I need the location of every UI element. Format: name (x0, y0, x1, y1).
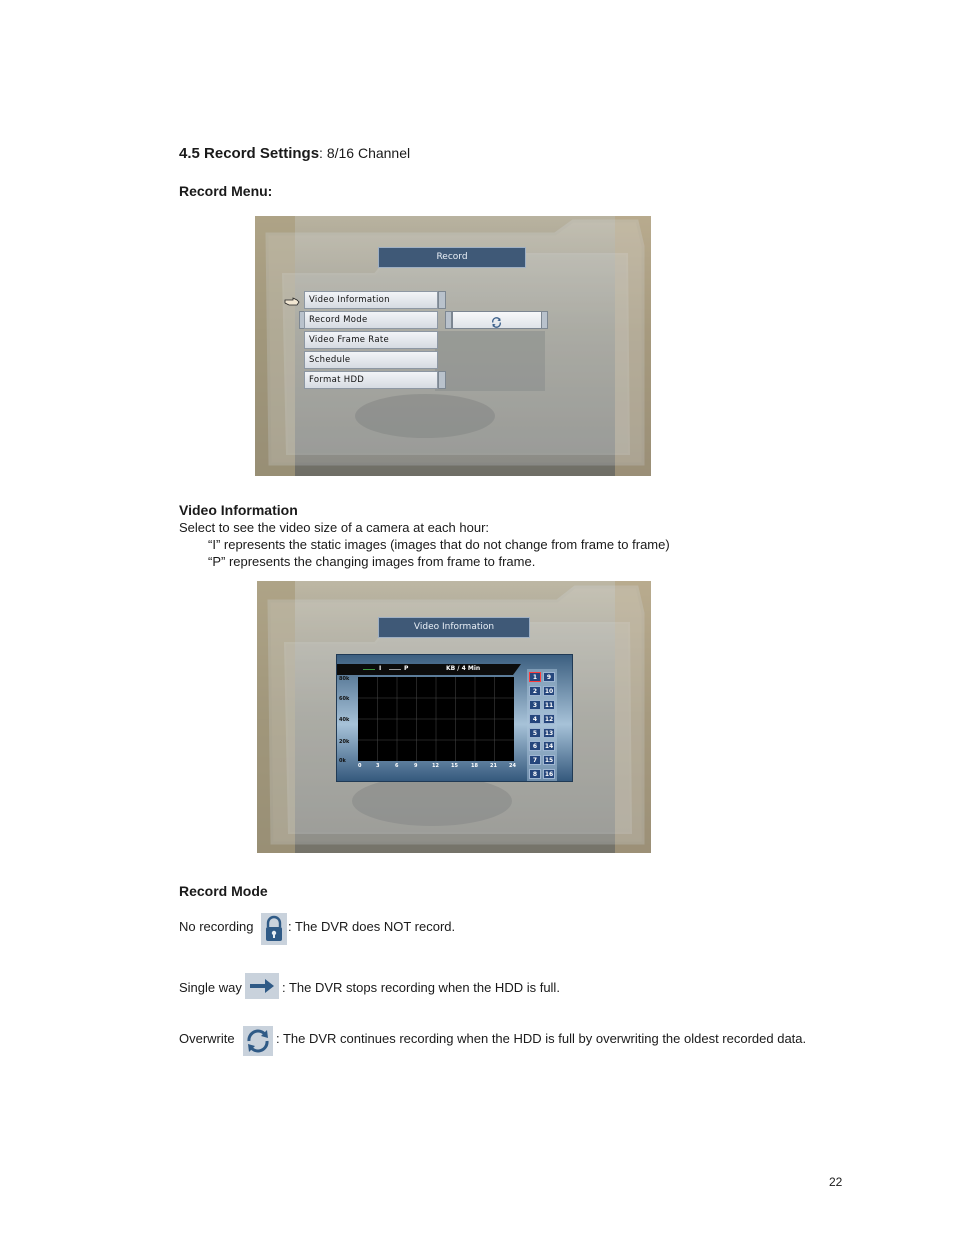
graph-grid (358, 677, 514, 761)
section-title-suffix: : 8/16 Channel (319, 145, 411, 161)
record-mode-heading: Record Mode (179, 883, 268, 899)
channel-button-7[interactable]: 7 (529, 755, 541, 765)
video-size-graph (358, 677, 514, 761)
section-title-main: 4.5 Record Settings (179, 145, 320, 162)
menu-tab-right (438, 371, 446, 389)
channel-button-1[interactable]: 1 (529, 672, 541, 682)
menu-item-record-mode[interactable]: Record Mode (304, 311, 438, 329)
channel-button-11[interactable]: 11 (544, 702, 554, 709)
channel-button-3[interactable]: 3 (529, 700, 541, 710)
hand-pointer-icon (284, 294, 300, 304)
mode-desc-no-recording: : The DVR does NOT record. (288, 919, 456, 934)
y-tick-label: 60k (339, 696, 350, 702)
x-tick-label: 6 (395, 763, 399, 769)
graph-header (337, 664, 513, 675)
menu-item-video-frame-rate[interactable]: Video Frame Rate (304, 331, 438, 349)
section-title (179, 145, 410, 162)
menu-item-schedule[interactable]: Schedule (304, 351, 438, 369)
y-tick-label: 0k (339, 758, 346, 764)
y-tick-label: 20k (339, 739, 350, 745)
x-tick-label: 12 (432, 763, 439, 769)
legend-i-line (363, 669, 375, 670)
legend-p-label: P (404, 665, 409, 672)
x-tick-label: 15 (451, 763, 458, 769)
x-tick-label: 3 (376, 763, 380, 769)
channel-button-6[interactable]: 6 (529, 741, 541, 751)
x-tick-label: 24 (509, 763, 516, 769)
unit-label: KB / 4 Min (446, 665, 481, 672)
video-information-screenshot (257, 581, 651, 853)
video-information-intro: Select to see the video size of a camera at each hour: (179, 520, 490, 535)
x-tick-label: 9 (414, 763, 418, 769)
channel-button-5[interactable]: 5 (529, 728, 541, 738)
legend-p-line (389, 669, 401, 670)
menu-item-video-information[interactable]: Video Information (304, 291, 438, 309)
value-box-cap-right (541, 311, 548, 329)
video-information-bullet: “P” represents the changing images from frame to frame. (208, 554, 536, 569)
video-information-bullet: “I” represents the static images (images that do not change from frame to frame) (208, 537, 670, 552)
header-slant (513, 664, 521, 675)
overwrite-cycle-icon (491, 315, 502, 333)
y-tick-label: 40k (339, 717, 350, 723)
channel-button-2[interactable]: 2 (529, 686, 541, 696)
overwrite-cycle-icon (243, 1026, 273, 1056)
channel-button-15[interactable]: 15 (544, 757, 554, 764)
mode-desc-overwrite: : The DVR continues recording when the HDD is full by overwriting the oldest recorded data. (276, 1031, 807, 1046)
page-number: 22 (829, 1175, 843, 1189)
mode-name-overwrite: Overwrite (179, 1031, 235, 1046)
x-tick-label: 0 (358, 763, 362, 769)
record-menu-osd-title: Record (378, 247, 526, 268)
menu-tab-right (438, 291, 446, 309)
channel-button-16[interactable]: 16 (544, 771, 554, 778)
channel-button-9[interactable]: 9 (543, 672, 555, 682)
channel-button-14[interactable]: 14 (544, 743, 554, 750)
channel-button-12[interactable]: 12 (544, 716, 554, 723)
video-information-heading: Video Information (179, 502, 298, 518)
mode-name-single-way: Single way (179, 980, 242, 995)
channel-button-8[interactable]: 8 (529, 769, 541, 779)
legend-i-label: I (379, 665, 382, 672)
x-tick-label: 18 (471, 763, 478, 769)
x-tick-label: 21 (490, 763, 497, 769)
channel-button-13[interactable]: 13 (544, 730, 554, 737)
channel-button-4[interactable]: 4 (529, 714, 541, 724)
arrow-right-icon (245, 973, 279, 999)
record-menu-heading: Record Menu: (179, 183, 273, 199)
lock-icon (261, 913, 287, 945)
record-mode-value-box[interactable] (452, 311, 542, 329)
mode-desc-single-way: : The DVR stops recording when the HDD is full. (282, 980, 560, 995)
video-information-osd-title: Video Information (378, 617, 530, 638)
y-tick-label: 80k (339, 676, 350, 682)
mode-name-no-recording: No recording (179, 919, 254, 934)
menu-item-format-hdd[interactable]: Format HDD (304, 371, 438, 389)
value-box-cap-left (445, 311, 452, 329)
record-menu-screenshot (255, 216, 651, 476)
channel-button-10[interactable]: 10 (544, 688, 554, 695)
